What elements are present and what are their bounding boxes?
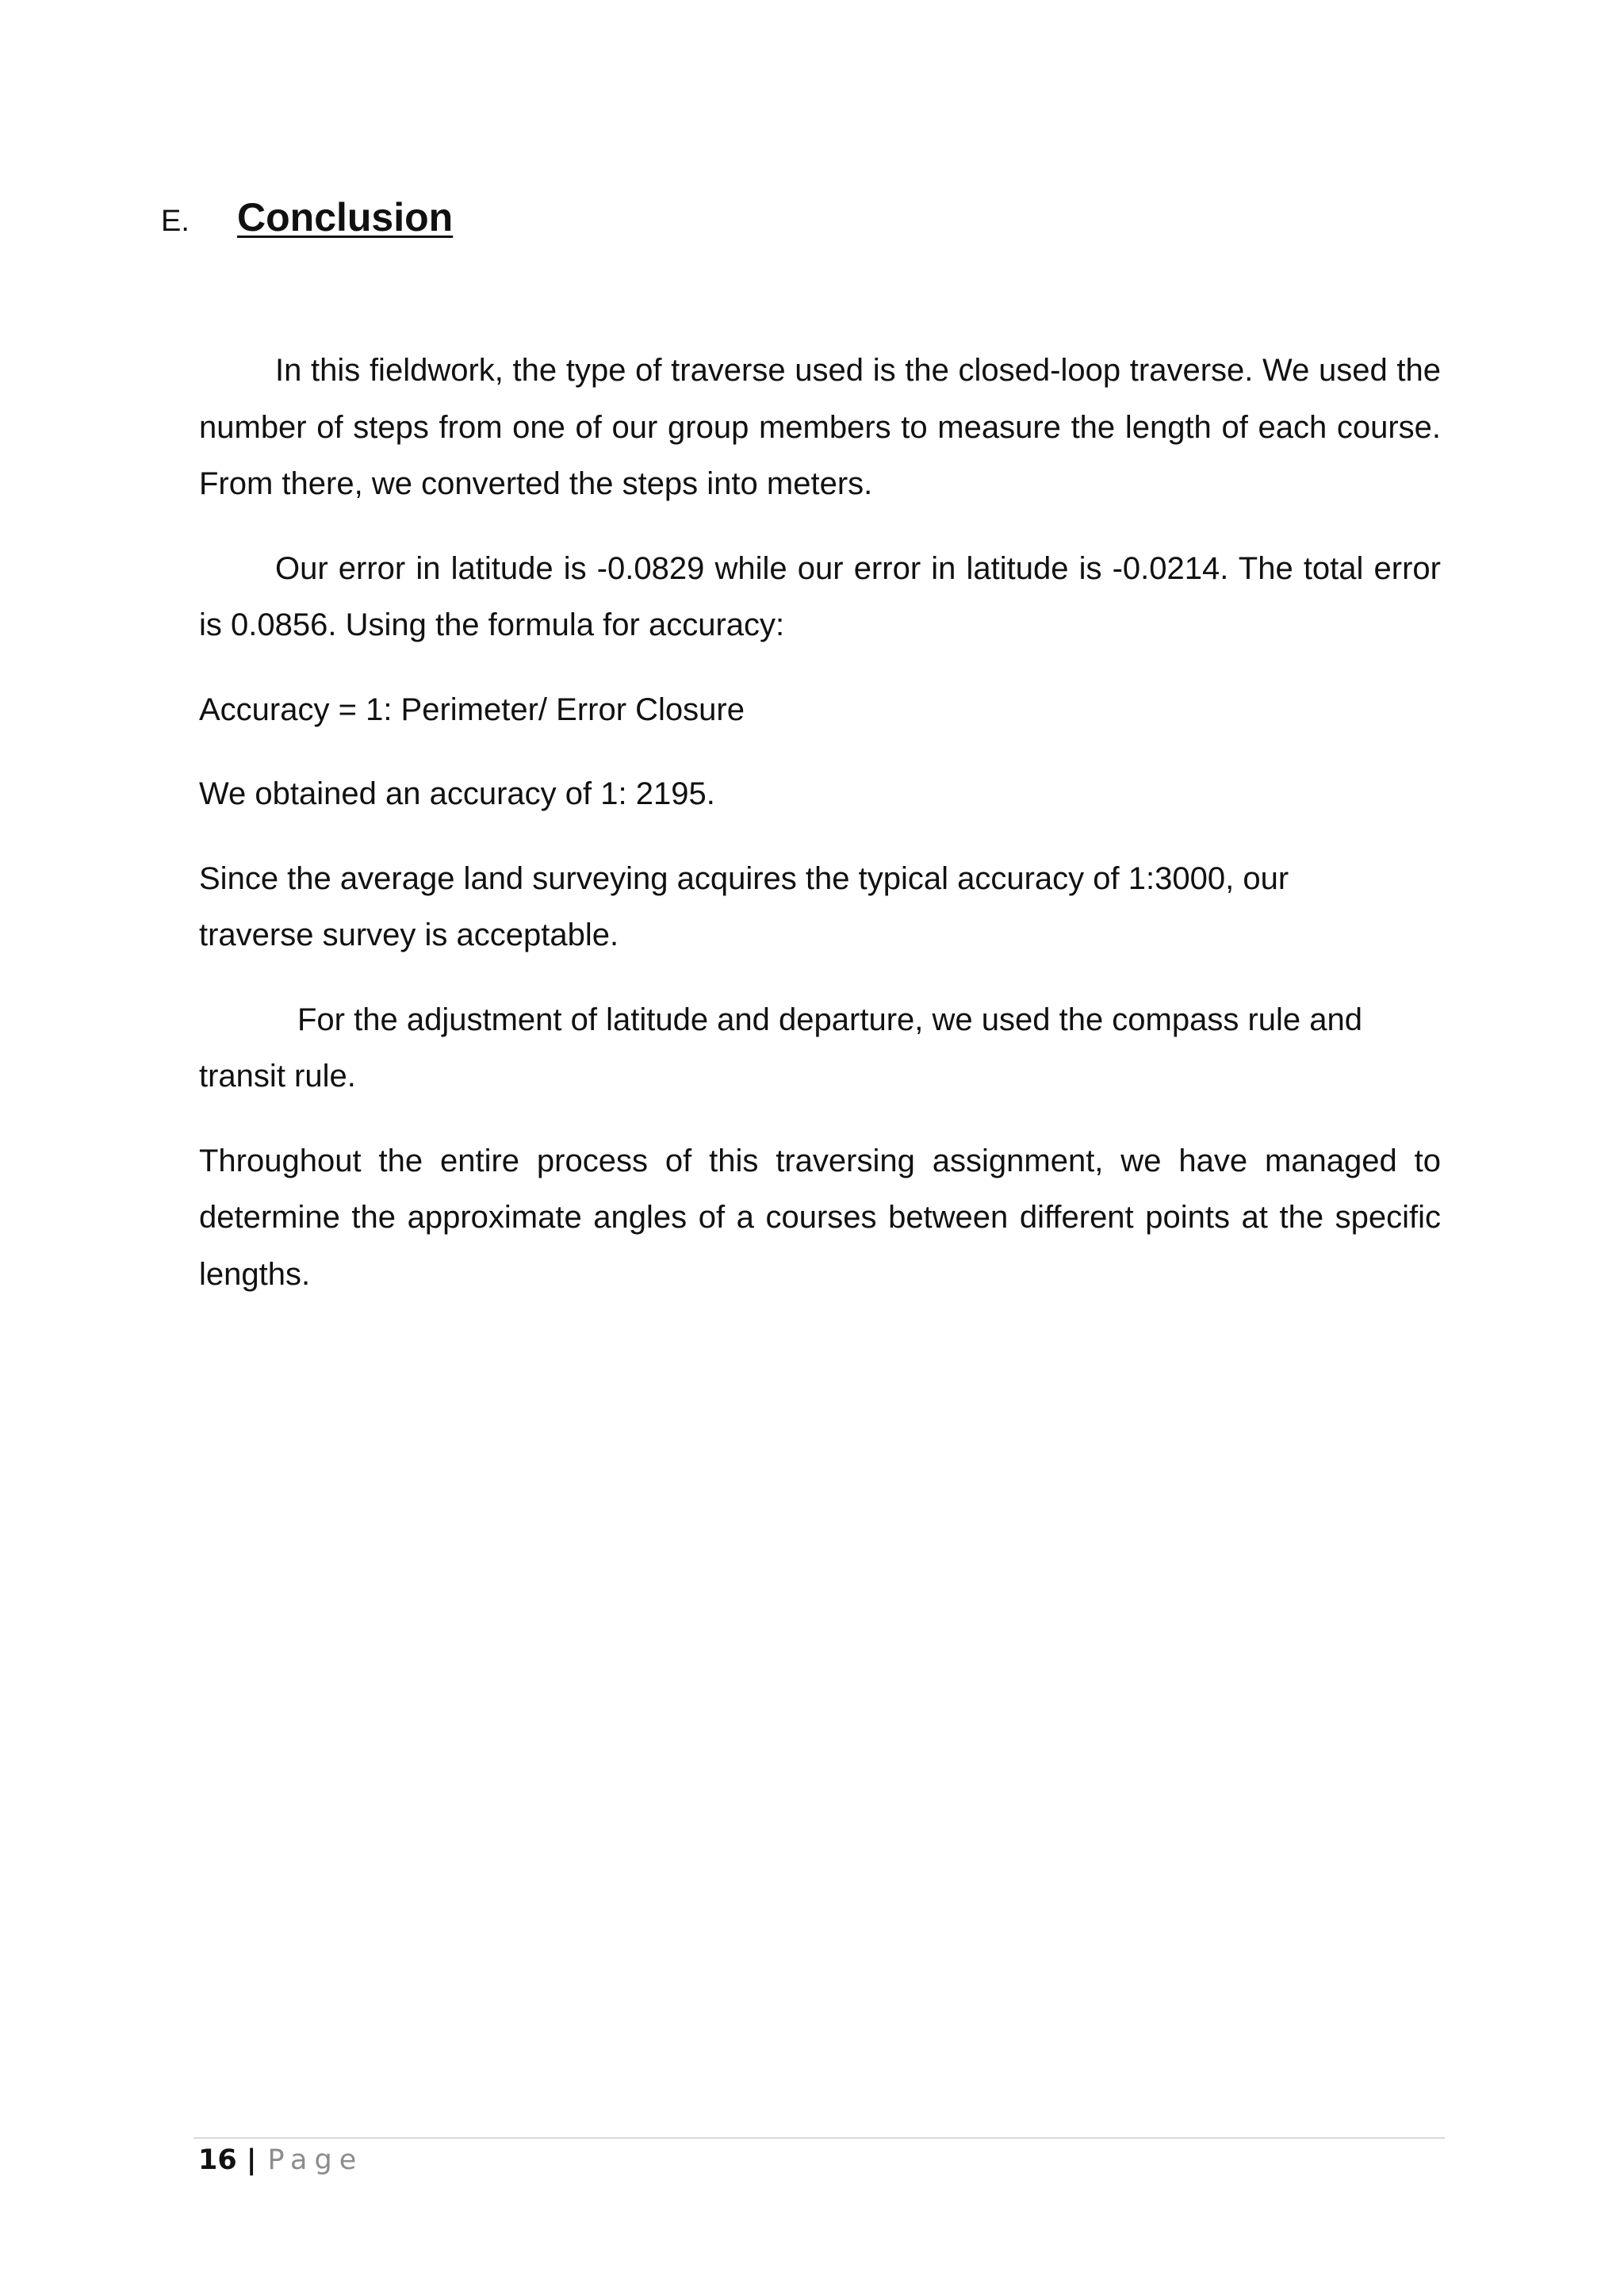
paragraph-summary: Throughout the entire process of this traversing assignment, we have managed to determine the approximate angles of a courses between different points at the specific lengths. bbox=[199, 1143, 1441, 1292]
paragraph-adjustment: For the adjustment of latitude and departure, we used the compass rule and transit rule. bbox=[199, 1002, 1363, 1094]
body-text bbox=[199, 343, 1441, 1331]
page-footer bbox=[198, 2144, 363, 2176]
section-title: Conclusion bbox=[237, 195, 454, 239]
paragraph-accuracy-formula: Accuracy = 1: Perimeter/ Error Closure bbox=[199, 692, 745, 727]
page-label: Page bbox=[267, 2144, 364, 2176]
paragraph-acceptability: Since the average land surveying acquires the typical accuracy of 1:3000, our traverse survey is acceptable. bbox=[199, 860, 1289, 952]
paragraph-traverse-type: In this fieldwork, the type of traverse used is the closed-loop traverse. We used the number of steps from one of our group members to measure the length of each course. From there, we converted the steps into meters. bbox=[199, 353, 1441, 501]
section-letter: E. bbox=[161, 205, 190, 238]
footer-separator: | bbox=[246, 2144, 257, 2176]
section-heading bbox=[161, 194, 453, 240]
footer-divider bbox=[193, 2137, 1445, 2139]
page-number: 16 bbox=[198, 2144, 237, 2176]
paragraph-accuracy-result: We obtained an accuracy of 1: 2195. bbox=[199, 776, 715, 811]
paragraph-error: Our error in latitude is -0.0829 while our error in latitude is -0.0214. The total error is 0.0856. Using the formula for accuracy: bbox=[199, 550, 1441, 642]
